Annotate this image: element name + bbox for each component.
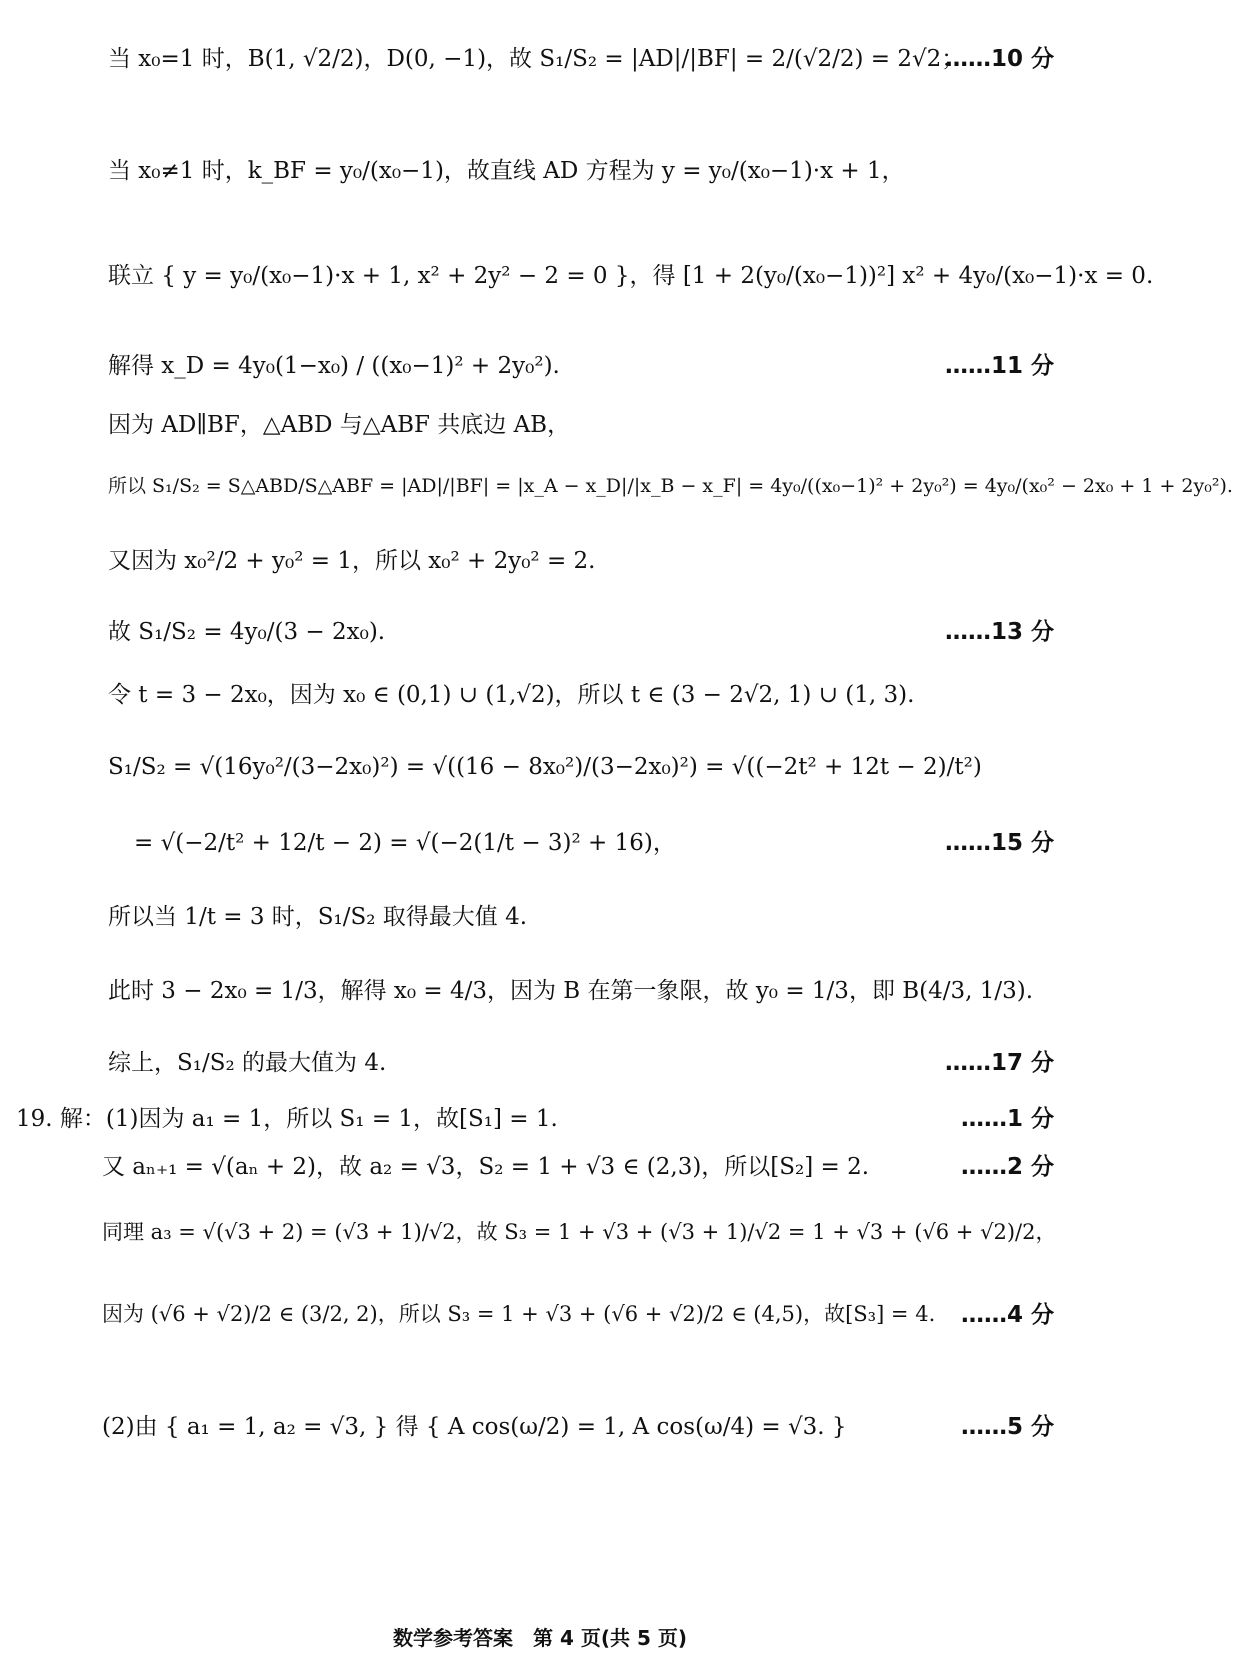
score-mark: ……10 分 <box>944 46 1054 72</box>
line-text: 19. 解：(1)因为 a₁ = 1，所以 S₁ = 1，故[S₁] = 1. <box>16 1106 558 1132</box>
line-text: = √(−2/t² + 12/t − 2) = √(−2(1/t − 3)² + 16)， <box>134 830 676 856</box>
line-text: 又因为 x₀²/2 + y₀² = 1，所以 x₀² + 2y₀² = 2. <box>108 548 596 574</box>
line-text: S₁/S₂ = √(16y₀²/(3−2x₀)²) = √((16 − 8x₀²)/(3−2x₀)²) = √((−2t² + 12t − 2)/t²) <box>108 754 982 780</box>
line-text: 此时 3 − 2x₀ = 1/3，解得 x₀ = 4/3，因为 B 在第一象限，故 y₀ = 1/3，即 B(4/3, 1/3). <box>108 978 1034 1004</box>
line-text: 当 x₀=1 时，B(1, √2/2)，D(0, −1)，故 S₁/S₂ = |AD|/|BF| = 2/(√2/2) = 2√2； <box>108 46 965 72</box>
line-text: 所以当 1/t = 3 时，S₁/S₂ 取得最大值 4. <box>108 904 528 930</box>
line-text: 所以 S₁/S₂ = S△ABD/S△ABF = |AD|/|BF| = |x_A − x_D|/|x_B − x_F| = 4y₀/((x₀−1)² + 2y₀²) = 4y₀/(x₀² − 2x₀ + 1 + 2y₀²). <box>108 475 1233 497</box>
score-mark: ……1 分 <box>960 1106 1054 1132</box>
line-text: 因为 AD∥BF，△ABD 与△ABF 共底边 AB， <box>108 412 571 438</box>
score-mark: ……4 分 <box>960 1302 1054 1328</box>
line-text: 综上，S₁/S₂ 的最大值为 4. <box>108 1050 387 1076</box>
score-mark: ……15 分 <box>944 830 1054 856</box>
line-text: 故 S₁/S₂ = 4y₀/(3 − 2x₀). <box>108 619 386 645</box>
line-text: 因为 (√6 + √2)/2 ∈ (3/2, 2)，所以 S₃ = 1 + √3 + (√6 + √2)/2 ∈ (4,5)，故[S₃] = 4. <box>102 1302 936 1326</box>
line-text: 令 t = 3 − 2x₀，因为 x₀ ∈ (0,1) ∪ (1,√2)，所以 t ∈ (3 − 2√2, 1) ∪ (1, 3). <box>108 682 915 708</box>
score-mark: ……13 分 <box>944 619 1054 645</box>
line-text: 又 aₙ₊₁ = √(aₙ + 2)，故 a₂ = √3，S₂ = 1 + √3 ∈ (2,3)，所以[S₂] = 2. <box>102 1154 870 1180</box>
line-text: 同理 a₃ = √(√3 + 2) = (√3 + 1)/√2，故 S₃ = 1 + √3 + (√3 + 1)/√2 = 1 + √3 + (√6 + √2)/2， <box>102 1220 1057 1244</box>
line-text: 联立 { y = y₀/(x₀−1)·x + 1, x² + 2y² − 2 = 0 }，得 [1 + 2(y₀/(x₀−1))²] x² + 4y₀/(x₀−1)·x = 0. <box>108 263 1154 289</box>
page-footer: 数学参考答案 第 4 页(共 5 页) <box>393 1626 687 1650</box>
line-text: (2)由 { a₁ = 1, a₂ = √3, } 得 { A cos(ω/2) = 1, A cos(ω/4) = √3. } <box>102 1414 847 1440</box>
score-mark: ……11 分 <box>944 353 1054 379</box>
line-text: 当 x₀≠1 时，k_BF = y₀/(x₀−1)，故直线 AD 方程为 y = y₀/(x₀−1)·x + 1， <box>108 158 905 184</box>
score-mark: ……5 分 <box>960 1414 1054 1440</box>
line-text: 解得 x_D = 4y₀(1−x₀) / ((x₀−1)² + 2y₀²). <box>108 353 560 379</box>
score-mark: ……17 分 <box>944 1050 1054 1076</box>
score-mark: ……2 分 <box>960 1154 1054 1180</box>
